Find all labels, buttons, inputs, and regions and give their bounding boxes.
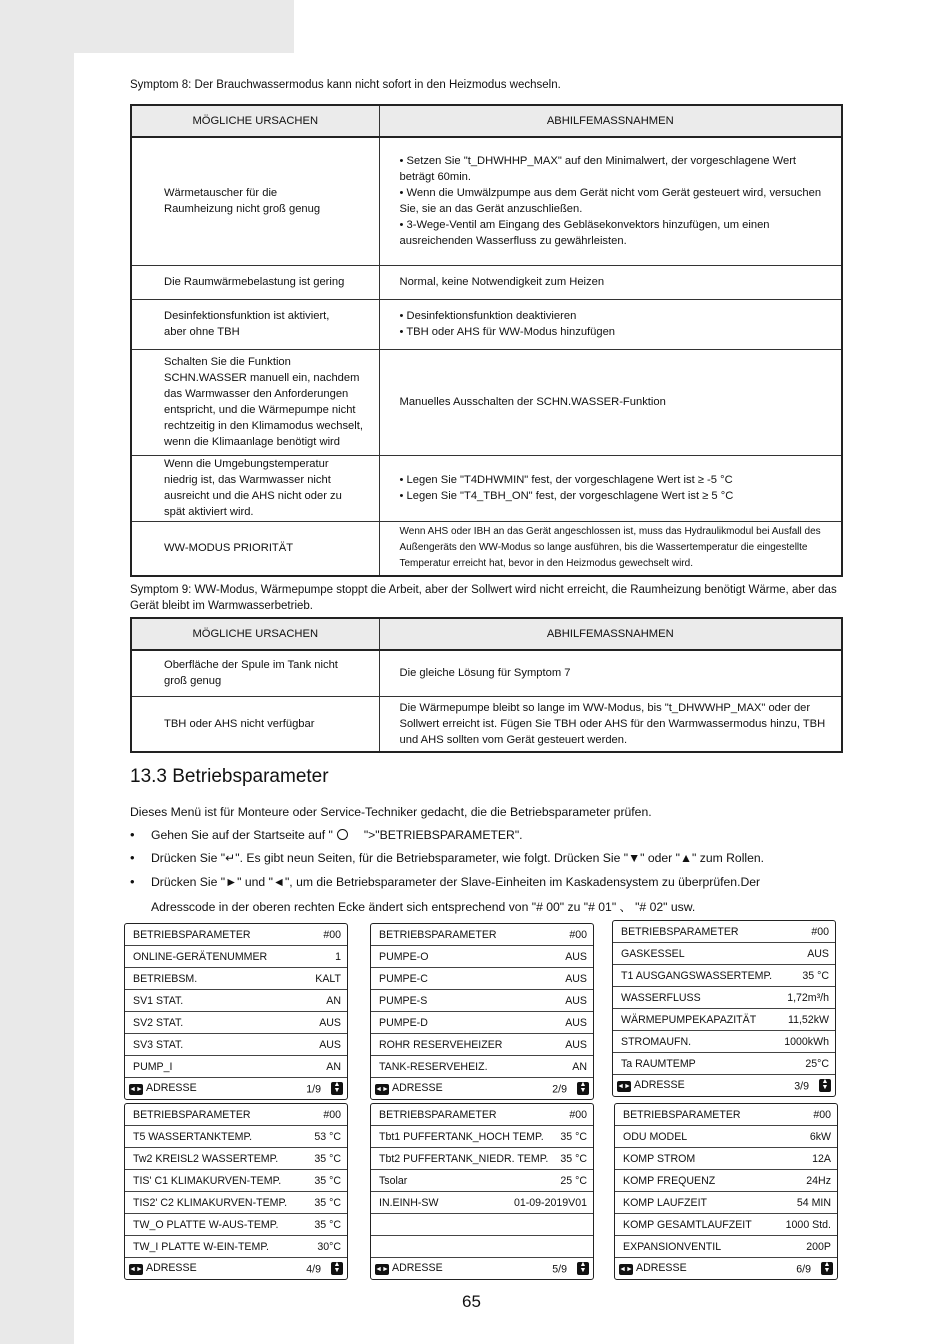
parameter-panel [124, 1103, 348, 1280]
parameter-row [371, 1236, 593, 1258]
parameter-label: WASSERFLUSS [621, 991, 701, 1004]
parameter-label: KOMP FREQUENZ [623, 1174, 716, 1187]
parameter-label: TIS' C1 KLIMAKURVEN-TEMP. [133, 1174, 282, 1187]
panel-footer [613, 1075, 835, 1096]
panel-header [125, 1104, 347, 1126]
symptom8-table [130, 104, 843, 577]
adresse-label: ADRESSE [634, 1079, 685, 1091]
parameter-label: KOMP LAUFZEIT [623, 1196, 707, 1209]
bullet-1-pre: Gehen Sie auf der Startseite auf " [151, 828, 333, 842]
parameter-row [125, 1012, 347, 1034]
parameter-value: 1 [335, 950, 341, 963]
fix-cell: • Legen Sie "T4DHWMIN" fest, der vorgeschlagene Wert ist ≥ -5 °C • Legen Sie "T4_TBH_ON" fest, der vorgeschlagene Wert ist ≥ 5 °C [379, 455, 842, 521]
cause-cell: Wenn die Umgebungstemperatur niedrig ist, das Warmwasser nicht ausreicht und die AHS nicht oder zu spät aktiviert wird. [131, 455, 379, 521]
parameter-row [371, 990, 593, 1012]
left-right-icon[interactable]: ◄► [617, 1083, 631, 1090]
panel-footer [371, 1078, 593, 1099]
up-down-icon[interactable]: ▲ ▼ [821, 1262, 833, 1275]
table-row [131, 650, 842, 696]
parameter-label: GASKESSEL [621, 947, 685, 960]
left-right-icon[interactable]: ◄► [375, 1266, 389, 1273]
parameter-label: PUMP_I [133, 1060, 173, 1073]
symptom9-table [130, 617, 843, 753]
parameter-row [613, 1009, 835, 1031]
parameter-label: ODU MODEL [623, 1130, 688, 1143]
parameter-label: ROHR RESERVEHEIZER [379, 1038, 503, 1051]
up-down-icon[interactable]: ▲ ▼ [577, 1262, 589, 1275]
parameter-value: 25 °C [560, 1174, 587, 1187]
parameter-panel [614, 1103, 838, 1280]
parameter-panel [124, 923, 348, 1100]
fix-cell: Die Wärmepumpe bleibt so lange im WW-Modus, bis "t_DHWWHP_MAX" oder der Sollwert erreicht ist. Fügen Sie TBH oder AHS für den Warmwassermodus hinzu, TBH und AHS sollten vom Gerät gesteuert werden. [379, 696, 842, 752]
parameter-row [615, 1236, 837, 1258]
bullet-1 [151, 828, 523, 842]
parameter-row [371, 968, 593, 990]
parameter-value: 1000kWh [784, 1035, 829, 1048]
parameter-label: PUMPE-C [379, 972, 428, 985]
cause-header: MÖGLICHE URSACHEN [131, 105, 379, 137]
page-indicator: 1/9 [306, 1083, 321, 1096]
panel-address: #00 [323, 928, 341, 941]
page-indicator: 4/9 [306, 1263, 321, 1276]
cause-cell: Die Raumwärmebelastung ist gering [131, 265, 379, 299]
parameter-label: T5 WASSERTANKTEMP. [133, 1130, 253, 1143]
parameter-label: SV2 STAT. [133, 1016, 184, 1029]
parameter-label: Tw2 KREISL2 WASSERTEMP. [133, 1152, 279, 1165]
parameter-label: KOMP STROM [623, 1152, 696, 1165]
bullet-3a: Drücken Sie "►" und "◄", um die Betriebsparameter der Slave-Einheiten im Kaskadensystem zu überprüfen.Der [151, 875, 761, 889]
fix-cell: Normal, keine Notwendigkeit zum Heizen [379, 265, 842, 299]
symptom8-title: Symptom 8: Der Brauchwassermodus kann nicht sofort in den Heizmodus wechseln. [130, 79, 561, 91]
parameter-value: AN [572, 1060, 587, 1073]
parameter-row [125, 1126, 347, 1148]
parameter-row [615, 1192, 837, 1214]
parameter-row [125, 968, 347, 990]
table-row [131, 696, 842, 752]
parameter-row [125, 1170, 347, 1192]
menu-icon [337, 829, 348, 840]
parameter-row [615, 1148, 837, 1170]
panel-title: BETRIEBSPARAMETER [133, 1108, 251, 1121]
parameter-value: AUS [807, 947, 829, 960]
parameter-value: AUS [319, 1038, 341, 1051]
table-row [131, 455, 842, 521]
parameter-row [125, 1236, 347, 1258]
parameter-row [371, 1034, 593, 1056]
up-down-icon[interactable]: ▲ ▼ [819, 1079, 831, 1092]
symptom9-title: Symptom 9: WW-Modus, Wärmepumpe stoppt die Arbeit, aber der Sollwert wird nicht erreicht, die Raumheizung benötigt Wärme, aber das Gerät bleibt im Warmwasserbetrieb. [130, 584, 837, 612]
bullet-2: Drücken Sie "↵". Es gibt neun Seiten, für die Betriebsparameter, wie folgt. Drücken Sie "▼" oder "▲" zum Rollen. [151, 851, 765, 865]
adresse-label: ADRESSE [392, 1262, 443, 1274]
parameter-row [613, 965, 835, 987]
panel-footer [125, 1078, 347, 1099]
left-right-icon[interactable]: ◄► [375, 1086, 389, 1093]
bullet-dot: • [130, 874, 135, 889]
parameter-label: SV3 STAT. [133, 1038, 184, 1051]
parameter-label: PUMPE-D [379, 1016, 428, 1029]
parameter-row [371, 1148, 593, 1170]
table-row [131, 521, 842, 576]
panel-title: BETRIEBSPARAMETER [379, 928, 497, 941]
parameter-value: 35 °C [314, 1218, 341, 1231]
parameter-label: Ta RAUMTEMP [621, 1057, 696, 1070]
panel-header [371, 924, 593, 946]
adresse-label: ADRESSE [146, 1082, 197, 1094]
parameter-value: 30°C [317, 1240, 341, 1253]
parameter-value: AUS [319, 1016, 341, 1029]
bullet-dot: • [130, 827, 135, 842]
intro-text: Dieses Menü ist für Monteure oder Service-Techniker gedacht, die die Betriebsparameter prüfen. [130, 805, 652, 819]
panel-header [613, 921, 835, 943]
adresse-label: ADRESSE [636, 1262, 687, 1274]
table-row [131, 137, 842, 265]
fix-cell: • Setzen Sie "t_DHWHHP_MAX" auf den Minimalwert, der vorgeschlagene Wert beträgt 60min. • Wenn die Umwälzpumpe aus dem Gerät nicht vom Gerät gesteuert wird, versuchen Sie, sie an das Gerät anzuschließen. • 3-Wege-Ventil am Eingang des Gebläsekonvektors hinzufügen, um einen ausreichenden Wasserfluss zu gewährleisten. [379, 137, 842, 265]
parameter-value: 53 °C [314, 1130, 341, 1143]
parameter-row [371, 946, 593, 968]
panel-address: #00 [813, 1108, 831, 1121]
parameter-value: 1,72m³/h [787, 991, 829, 1004]
cause-header: MÖGLICHE URSACHEN [131, 618, 379, 650]
adresse-label: ADRESSE [146, 1262, 197, 1274]
cause-cell: Schalten Sie die Funktion SCHN.WASSER manuell ein, nachdem das Warmwasser den Anforderungen entspricht, und die Wärmepumpe nicht rechtzeitig in den Klimamodus wechselt, wenn die Klimaanlage benötigt wird [131, 349, 379, 455]
parameter-row [125, 1148, 347, 1170]
parameter-panel [612, 920, 836, 1097]
parameter-value: 35 °C [560, 1152, 587, 1165]
parameter-label: WÄRMEPUMPEKAPAZITÄT [621, 1013, 757, 1026]
fix-cell: Manuelles Ausschalten der SCHN.WASSER-Funktion [379, 349, 842, 455]
parameter-value: 35 °C [802, 969, 829, 982]
parameter-row [125, 1034, 347, 1056]
page-indicator: 2/9 [552, 1083, 567, 1096]
panel-title: BETRIEBSPARAMETER [133, 928, 251, 941]
parameter-value: 54 MIN [796, 1196, 831, 1209]
parameter-value: AN [326, 1060, 341, 1073]
parameter-row [615, 1126, 837, 1148]
parameter-value: 24Hz [806, 1174, 831, 1187]
parameter-value: 6kW [809, 1130, 831, 1143]
table-row [131, 349, 842, 455]
up-down-icon[interactable]: ▲ ▼ [331, 1082, 343, 1095]
parameter-label: EXPANSIONVENTIL [623, 1240, 722, 1253]
parameter-value: AN [326, 994, 341, 1007]
parameter-label: STROMAUFN. [621, 1035, 692, 1048]
left-right-icon[interactable]: ◄► [129, 1266, 143, 1273]
parameter-label: IN.EINH-SW [379, 1196, 439, 1209]
panel-address: #00 [811, 925, 829, 938]
up-down-icon[interactable]: ▲ ▼ [577, 1082, 589, 1095]
parameter-value: AUS [565, 950, 587, 963]
parameter-value: AUS [565, 972, 587, 985]
parameter-value: 35 °C [314, 1174, 341, 1187]
parameter-row [125, 946, 347, 968]
fix-cell: Wenn AHS oder IBH an das Gerät angeschlossen ist, muss das Hydraulikmodul bei Ausfall des Außengeräts den WW-Modus so lange ausführen, bis die Wassertemperatur die eingestellte Temperatur erreicht hat, bevor in den Heizmodus gewechselt wird. [379, 521, 842, 576]
panel-header [615, 1104, 837, 1126]
page-indicator: 3/9 [794, 1080, 809, 1093]
fix-header: ABHILFEMASSNAHMEN [379, 105, 842, 137]
parameter-row [371, 1126, 593, 1148]
page-indicator: 5/9 [552, 1263, 567, 1276]
panel-title: BETRIEBSPARAMETER [621, 925, 739, 938]
parameter-label: PUMPE-O [379, 950, 429, 963]
parameter-label: TW_I PLATTE W-EIN-TEMP. [133, 1240, 269, 1253]
parameter-value: AUS [565, 1016, 587, 1029]
left-right-icon[interactable]: ◄► [129, 1086, 143, 1093]
parameter-value: 11,52kW [787, 1013, 829, 1026]
parameter-panel [370, 1103, 594, 1280]
parameter-row [613, 1031, 835, 1053]
cause-cell: Oberfläche der Spule im Tank nicht groß genug [131, 650, 379, 696]
parameter-row [615, 1170, 837, 1192]
panel-footer [371, 1258, 593, 1279]
parameter-label: BETRIEBSM. [133, 972, 198, 985]
parameter-value: 35 °C [314, 1152, 341, 1165]
parameter-label: TIS2' C2 KLIMAKURVEN-TEMP. [133, 1196, 288, 1209]
page-number: 65 [462, 1292, 481, 1311]
bullet-3b: Adresscode in der oberen rechten Ecke ändert sich entsprechend von "# 00" zu "# 01" 、 "# 02" usw. [151, 900, 696, 914]
up-down-icon[interactable]: ▲ ▼ [331, 1262, 343, 1275]
parameter-label: Tbt2 PUFFERTANK_NIEDR. TEMP. [379, 1152, 549, 1165]
cause-cell: WW-MODUS PRIORITÄT [131, 521, 379, 576]
parameter-row [613, 987, 835, 1009]
parameter-row [371, 1012, 593, 1034]
parameter-panel [370, 923, 594, 1100]
table-row [131, 299, 842, 349]
panel-header [125, 924, 347, 946]
parameter-value: 12A [812, 1152, 831, 1165]
panel-footer [615, 1258, 837, 1279]
parameter-value: 01-09-2019V01 [513, 1196, 587, 1209]
cause-cell: Wärmetauscher für die Raumheizung nicht groß genug [131, 137, 379, 265]
parameter-row [371, 1170, 593, 1192]
parameter-row [613, 943, 835, 965]
parameter-row [125, 990, 347, 1012]
parameter-row [125, 1214, 347, 1236]
table-row [131, 265, 842, 299]
parameter-label: SV1 STAT. [133, 994, 184, 1007]
bullet-1-post: ">"BETRIEBSPARAMETER". [363, 828, 523, 842]
parameter-value: AUS [565, 994, 587, 1007]
panel-address: #00 [569, 1108, 587, 1121]
top-band [294, 0, 950, 53]
page-indicator: 6/9 [796, 1263, 811, 1276]
parameter-value: KALT [315, 972, 341, 985]
parameter-row [615, 1214, 837, 1236]
fix-header: ABHILFEMASSNAHMEN [379, 618, 842, 650]
panel-title: BETRIEBSPARAMETER [623, 1108, 741, 1121]
parameter-row [125, 1056, 347, 1078]
fix-cell: • Desinfektionsfunktion deaktivieren • TBH oder AHS für WW-Modus hinzufügen [379, 299, 842, 349]
panel-title: BETRIEBSPARAMETER [379, 1108, 497, 1121]
parameter-value: 35 °C [560, 1130, 587, 1143]
fix-cell: Die gleiche Lösung für Symptom 7 [379, 650, 842, 696]
panel-address: #00 [569, 928, 587, 941]
panel-footer [125, 1258, 347, 1279]
parameter-row [125, 1192, 347, 1214]
adresse-label: ADRESSE [392, 1082, 443, 1094]
parameter-value: AUS [565, 1038, 587, 1051]
parameter-row [371, 1192, 593, 1214]
parameter-label: TANK-RESERVEHEIZ. [379, 1060, 488, 1073]
panel-address: #00 [323, 1108, 341, 1121]
section-heading: 13.3 Betriebsparameter [130, 766, 329, 787]
parameter-label: TW_O PLATTE W-AUS-TEMP. [133, 1218, 279, 1231]
parameter-value: 1000 Std. [785, 1218, 831, 1231]
parameter-label: PUMPE-S [379, 994, 428, 1007]
cause-cell: TBH oder AHS nicht verfügbar [131, 696, 379, 752]
left-right-icon[interactable]: ◄► [619, 1266, 633, 1273]
parameter-label: Tbt1 PUFFERTANK_HOCH TEMP. [379, 1130, 544, 1143]
parameter-value: 25°C [805, 1057, 829, 1070]
parameter-value: 35 °C [314, 1196, 341, 1209]
parameter-label: KOMP GESAMTLAUFZEIT [623, 1218, 752, 1231]
parameter-row [371, 1056, 593, 1078]
parameter-value: 200P [806, 1240, 831, 1253]
panel-header [371, 1104, 593, 1126]
parameter-label: Tsolar [379, 1174, 408, 1187]
parameter-label: T1 AUSGANGSWASSERTEMP. [621, 969, 773, 982]
bullet-dot: • [130, 850, 135, 865]
parameter-row [371, 1214, 593, 1236]
right-band [873, 0, 950, 1344]
cause-cell: Desinfektionsfunktion ist aktiviert, aber ohne TBH [131, 299, 379, 349]
parameter-label: ONLINE-GERÄTENUMMER [133, 950, 268, 963]
parameter-row [613, 1053, 835, 1075]
